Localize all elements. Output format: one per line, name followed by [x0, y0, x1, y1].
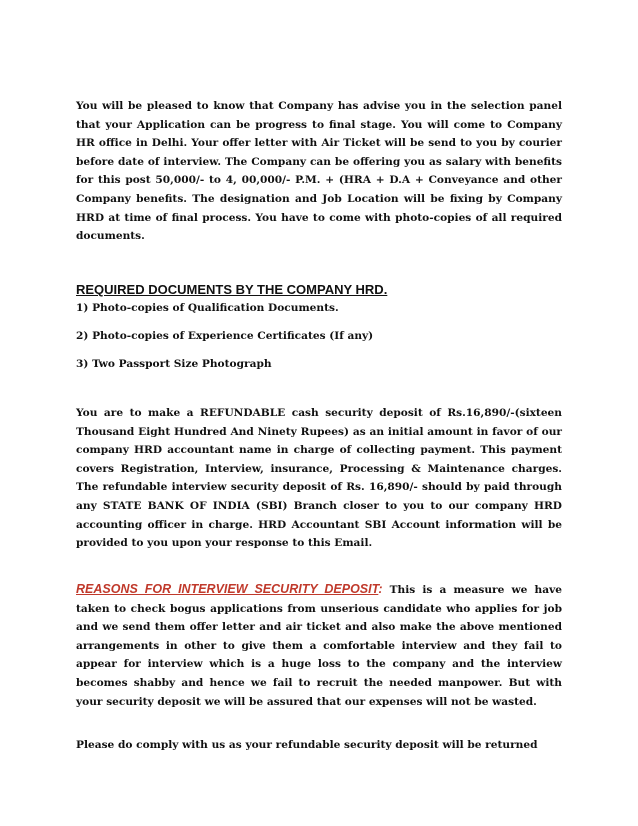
reasons-heading: REASONS FOR INTERVIEW SECURITY DEPOSIT	[76, 582, 379, 596]
reasons-text: This is a measure we have taken to check bogus applications from unserious candidate who applies for job and we send them offer letter and air ticket and also make the above mentioned arrangements in other to give them a comfortable interview and they fail to appear for interview which is a huge loss to the company and the interview becomes shabby and hence we fail to recruit the needed manpower. But with your security deposit we will be assured that our expenses will not be wasted.	[76, 584, 562, 708]
required-documents-heading: REQUIRED DOCUMENTS BY THE COMPANY HRD.	[76, 282, 388, 297]
closing-paragraph: Please do comply with us as your refundable security deposit will be returned	[76, 739, 538, 751]
document-item-3: 3) Two Passport Size Photograph	[76, 358, 272, 370]
document-item-2: 2) Photo-copies of Experience Certificates (If any)	[76, 330, 374, 342]
reasons-paragraph	[76, 580, 562, 711]
intro-paragraph: You will be pleased to know that Company has advise you in the selection panel that your Application can be progress to final stage. You will come to Company HR office in Delhi. Your offer letter with Air Ticket will be send to you by courier before date of interview. The Company can be offering you as salary with benefits for this post 50,000/- to 4, 00,000/- P.M. + (HRA + D.A + Conveyance and other Company benefits. The designation and Job Location will be fixing by Company HRD at time of final process. You have to come with photo-copies of all required documents.	[76, 100, 562, 243]
reasons-heading-colon: :	[378, 582, 383, 596]
deposit-paragraph: You are to make a REFUNDABLE cash security deposit of Rs.16,890/-(sixteen Thousand Eight Hundred And Ninety Rupees) as an initial amount in favor of our company HRD accountant name in charge of collecting payment. This payment covers Registration, Interview, insurance, Processing & Maintenance charges. The refundable interview security deposit of Rs. 16,890/- should by paid through any STATE BANK OF INDIA (SBI) Branch closer to you to our company HRD accounting officer in charge. HRD Accountant SBI Account information will be provided to you upon your response to this Email.	[76, 407, 562, 550]
document-item-1: 1) Photo-copies of Qualification Documents.	[76, 302, 339, 314]
